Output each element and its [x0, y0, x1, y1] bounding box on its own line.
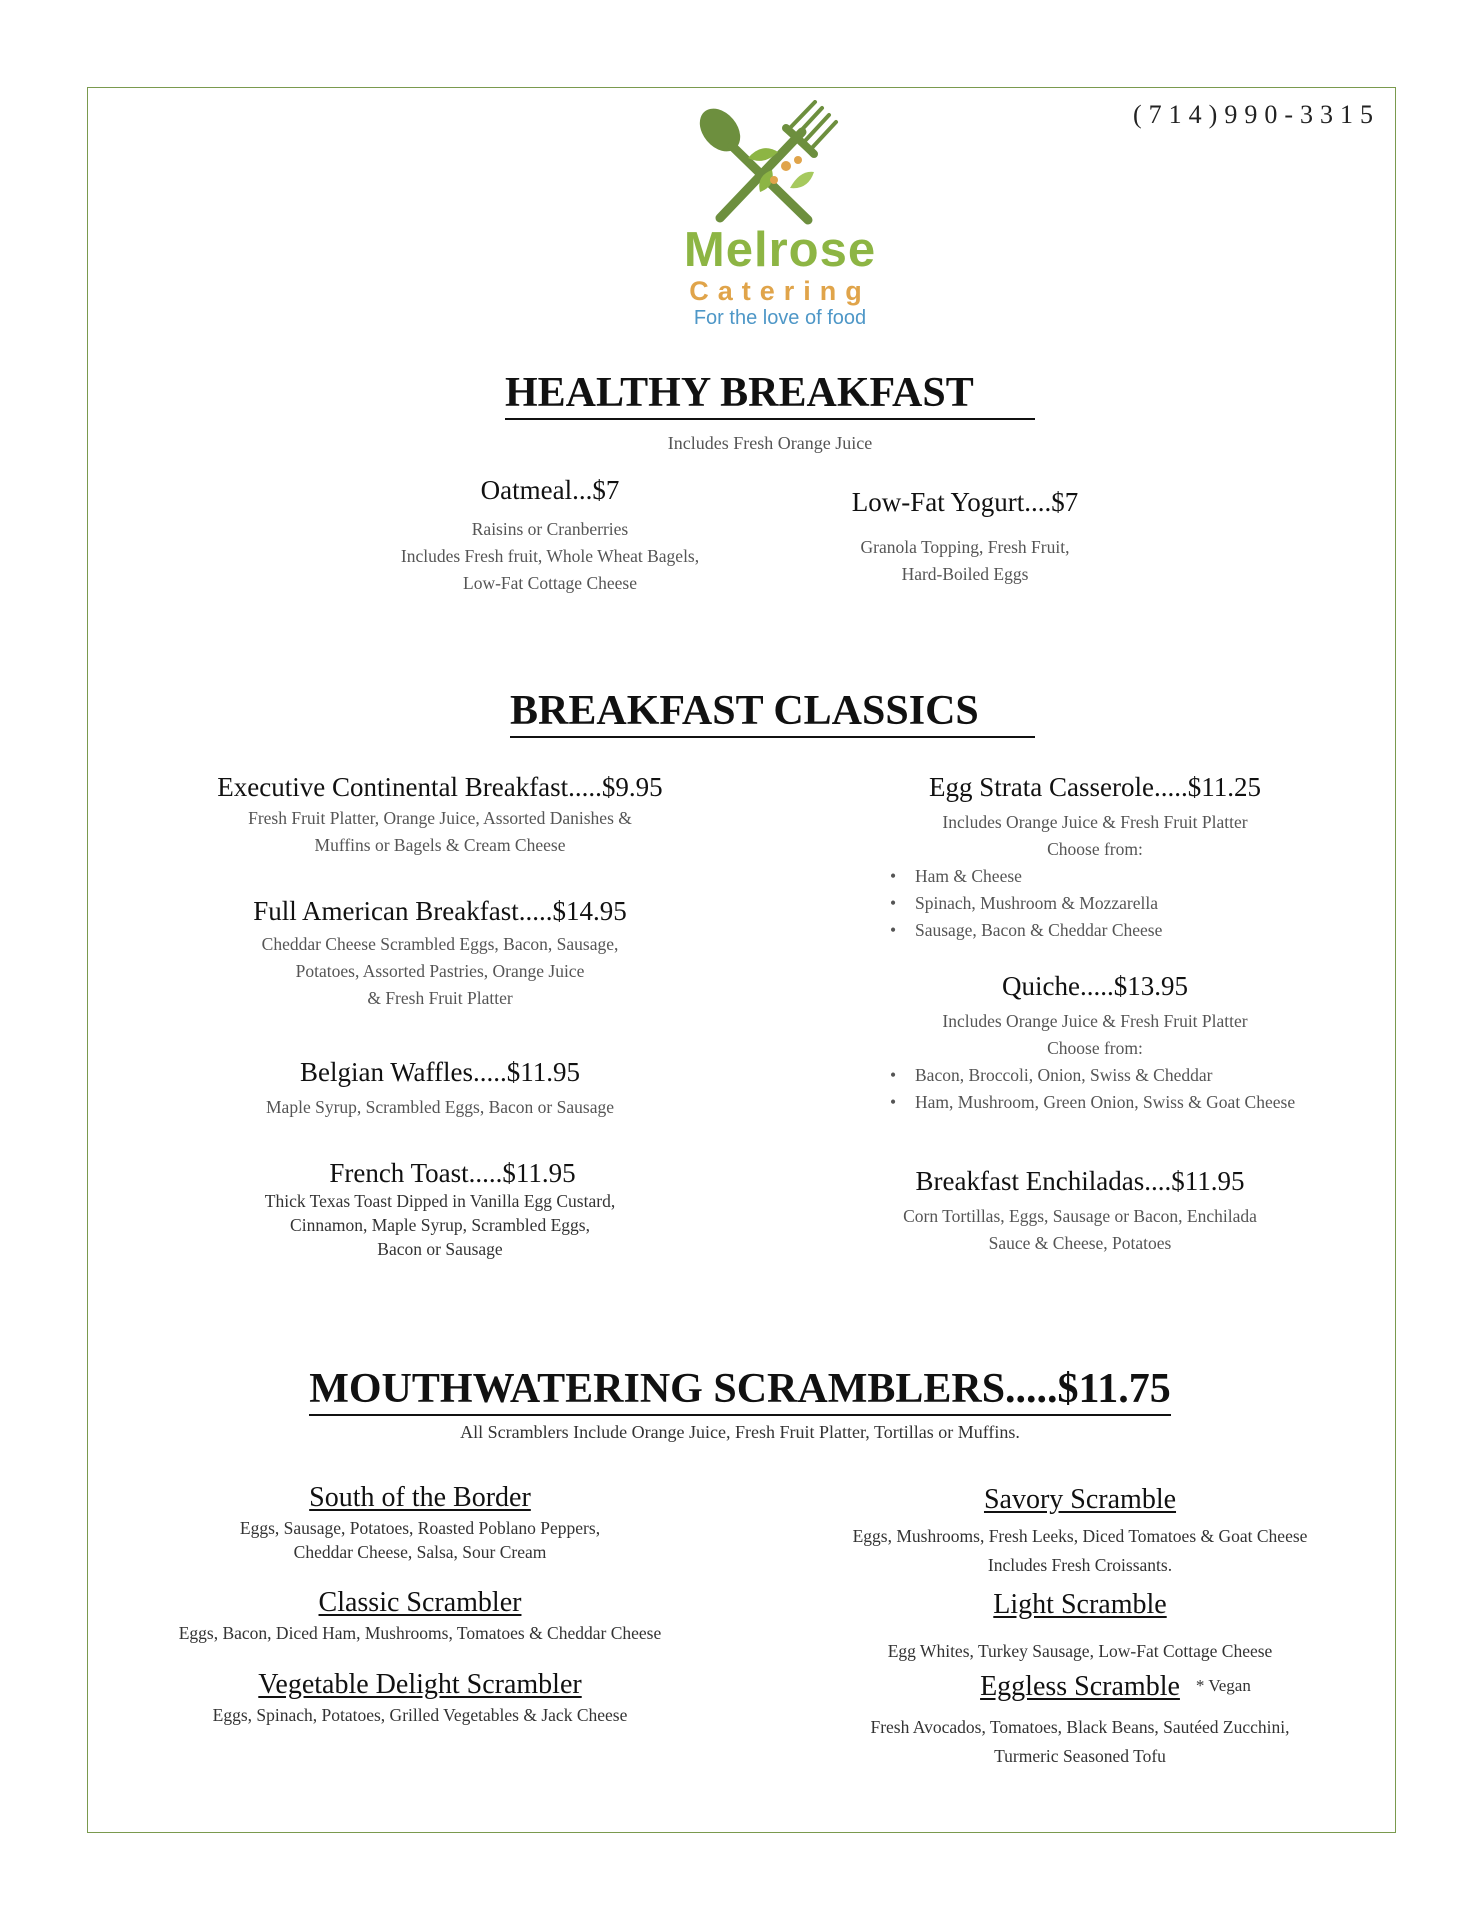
- item-description: Eggs, Mushrooms, Fresh Leeks, Diced Tomatoes & Goat Cheese Includes Fresh Croissants.: [852, 1525, 1308, 1575]
- menu-item-breakfast-enchiladas: [860, 1167, 1300, 1257]
- item-description: Thick Texas Toast Dipped in Vanilla Egg Custard, Cinnamon, Maple Syrup, Scrambled Eggs, Bacon or Sausage: [264, 1190, 616, 1259]
- brand-subtitle: Catering: [689, 276, 871, 306]
- vegan-note: * Vegan: [1195, 1676, 1251, 1695]
- item-title: Light Scramble: [993, 1589, 1167, 1620]
- item-title: French Toast.....$11.95: [329, 1158, 576, 1188]
- item-description: Corn Tortillas, Eggs, Sausage or Bacon, Enchilada Sauce & Cheese, Potatoes: [903, 1205, 1257, 1253]
- item-description: Includes Orange Juice & Fresh Fruit Platter Choose from:: [942, 811, 1248, 859]
- scrambler-classic: [140, 1588, 700, 1645]
- section-title: MOUTHWATERING SCRAMBLERS.....$11.75: [309, 1368, 1171, 1416]
- item-description: Eggs, Spinach, Potatoes, Grilled Vegetables & Jack Cheese: [212, 1704, 628, 1725]
- healthy-subtitle: Includes Fresh Orange Juice: [667, 433, 873, 453]
- scramblers-header: [200, 1368, 1280, 1416]
- item-title: Vegetable Delight Scrambler: [258, 1669, 582, 1700]
- item-title: Quiche.....$13.95: [1002, 971, 1188, 1001]
- section-title: BREAKFAST CLASSICS: [510, 690, 1035, 738]
- item-description: Eggs, Sausage, Potatoes, Roasted Poblano Peppers, Cheddar Cheese, Salsa, Sour Cream: [239, 1517, 601, 1562]
- item-description: Granola Topping, Fresh Fruit, Hard-Boiled Eggs: [860, 536, 1070, 584]
- scrambler-south-of-the-border: [150, 1483, 690, 1564]
- section-title: HEALTHY BREAKFAST: [505, 372, 1035, 420]
- item-description: Fresh Avocados, Tomatoes, Black Beans, Sautéed Zucchini, Turmeric Seasoned Tofu: [870, 1716, 1290, 1766]
- item-description: Egg Whites, Turkey Sausage, Low-Fat Cottage Cheese: [887, 1640, 1273, 1661]
- phone-number: (714)990-3315: [1133, 100, 1380, 129]
- list-item: • Ham & Cheese: [915, 863, 1305, 890]
- scramblers-subtitle: All Scramblers Include Orange Juice, Fresh Fruit Platter, Tortillas or Muffins.: [460, 1422, 1020, 1442]
- item-description: Cheddar Cheese Scrambled Eggs, Bacon, Sausage, Potatoes, Assorted Pastries, Orange Juice & Fresh Fruit Platter: [261, 933, 619, 1008]
- scrambler-savory: [800, 1485, 1360, 1580]
- item-title: Savory Scramble: [983, 1484, 1177, 1515]
- item-description: Raisins or Cranberries Includes Fresh fruit, Whole Wheat Bagels, Low-Fat Cottage Cheese: [400, 518, 700, 593]
- options-list: [888, 863, 1305, 944]
- menu-item-low-fat-yogurt: [810, 488, 1120, 588]
- item-title: Low-Fat Yogurt....$7: [851, 487, 1079, 517]
- item-title: Executive Continental Breakfast.....$9.95: [217, 772, 663, 802]
- item-title: Full American Breakfast.....$14.95: [253, 896, 627, 926]
- healthy-breakfast-header: [505, 372, 1035, 420]
- list-item: • Sausage, Bacon & Cheddar Cheese: [915, 917, 1305, 944]
- item-title: Belgian Waffles.....$11.95: [299, 1057, 581, 1087]
- list-item: • Spinach, Mushroom & Mozzarella: [915, 890, 1305, 917]
- fork-spoon-logo-icon: [690, 100, 840, 225]
- list-item: • Ham, Mushroom, Green Onion, Swiss & Goat Cheese: [915, 1089, 1305, 1116]
- scrambler-vegetable-delight: [150, 1670, 690, 1727]
- menu-item-french-toast: [200, 1159, 680, 1261]
- item-title: Egg Strata Casserole.....$11.25: [929, 772, 1261, 802]
- breakfast-classics-header: [510, 690, 1035, 738]
- scrambler-eggless: [820, 1672, 1340, 1771]
- item-title: Classic Scrambler: [318, 1587, 522, 1618]
- item-description: Maple Syrup, Scrambled Eggs, Bacon or Sausage: [266, 1096, 614, 1117]
- item-title: Oatmeal...$7: [480, 475, 620, 505]
- item-title: South of the Border: [309, 1482, 531, 1513]
- item-description: Includes Orange Juice & Fresh Fruit Platter Choose from:: [942, 1010, 1248, 1058]
- options-list: [888, 1062, 1305, 1116]
- menu-item-quiche: [885, 972, 1305, 1116]
- item-title: Breakfast Enchiladas....$11.95: [915, 1166, 1245, 1196]
- menu-item-egg-strata: [885, 773, 1305, 944]
- item-description: Fresh Fruit Platter, Orange Juice, Assorted Danishes & Muffins or Bagels & Cream Cheese: [248, 807, 632, 855]
- menu-item-full-american: [200, 897, 680, 1012]
- brand-tagline: For the love of food: [693, 307, 867, 329]
- item-title: Eggless Scramble: [980, 1671, 1180, 1702]
- menu-item-belgian-waffles: [220, 1058, 660, 1121]
- item-description: Eggs, Bacon, Diced Ham, Mushrooms, Tomatoes & Cheddar Cheese: [178, 1622, 662, 1643]
- list-item: • Bacon, Broccoli, Onion, Swiss & Cheddar: [915, 1062, 1305, 1089]
- menu-item-oatmeal: [370, 476, 730, 597]
- brand-name: Melrose: [683, 223, 877, 277]
- scrambler-light: [820, 1590, 1340, 1663]
- menu-item-executive-continental: [160, 773, 720, 859]
